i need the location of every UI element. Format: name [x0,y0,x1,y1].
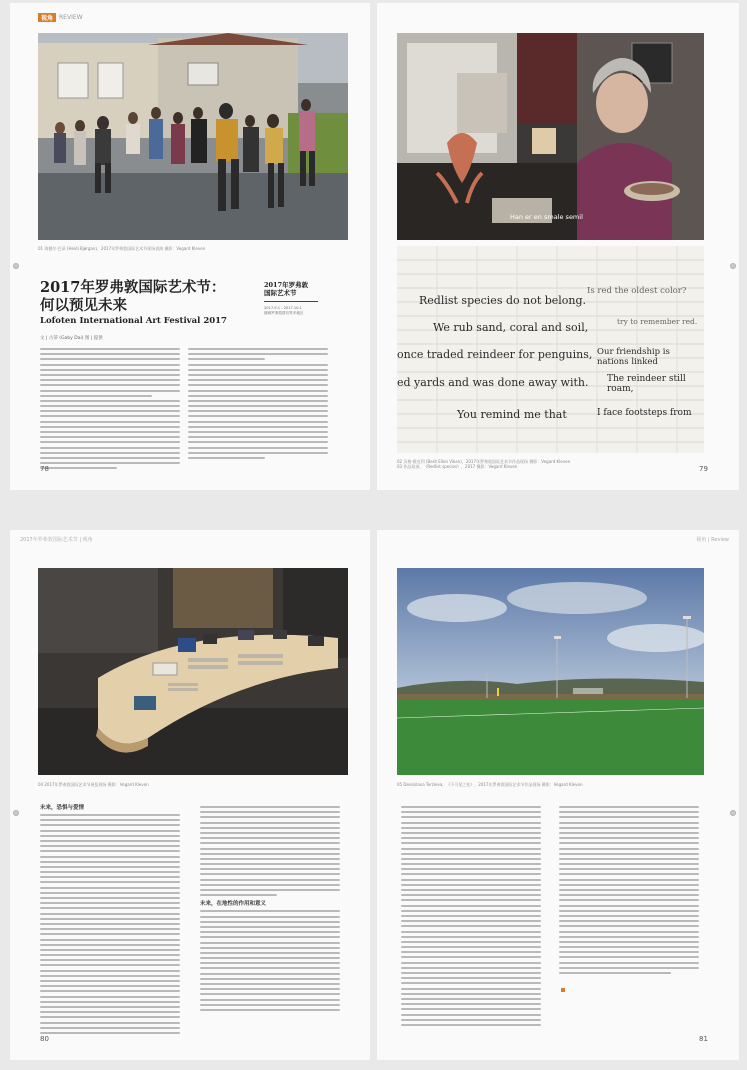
photo-caption: 01 海德尔·巴蒂 (Heidi Bjørgan)，2017年罗弗敦国际艺术节现场表演 摄影：Vegard Kleven [38,246,206,251]
wall-text-photo [397,246,704,453]
photo-caption: 04 2017年罗弗敦国际艺术节展览现场 摄影：Vegard Kleven [38,782,149,787]
page-79 [377,3,739,490]
wall-text-faint-3: Our friendship is nations linked [597,347,670,367]
byline: 文 | 古蒂 (Gaby Dai) 图 | 提供 [40,336,103,341]
section-title: 未来，在地性的作用和意义 [200,901,267,908]
section-title: 未来，恐惧与爱情 [40,805,85,811]
body-column-right [559,806,699,996]
video-still-photo [397,33,704,240]
divider [264,301,318,302]
wall-text-line-5: You remind me that [457,408,567,421]
wall-text-faint-5: I face footsteps from [597,408,692,418]
festival-dance-photo [38,33,348,240]
wall-text-line-2: We rub sand, coral and soil, [433,321,589,334]
wall-text-line-4: ed yards and was done away with. [397,376,589,389]
festival-info-title: 2017年罗弗敦 国际艺术节 [264,281,309,298]
article-title: 2017年罗弗敦国际艺术节： 何以预见未来 [40,279,226,315]
running-head: 视角 | Review [696,537,729,543]
exhibition-table-photo [38,568,348,775]
header-tag: 视角 [38,13,56,22]
page-number: 79 [699,465,708,473]
body-column-left [40,348,180,473]
page-header [38,13,83,22]
festival-info-box [264,281,318,316]
body-column-right [200,806,340,1014]
article-title-english: Lofoten International Art Festival 2017 [40,316,227,326]
page-80 [10,530,370,1060]
photo-caption: 02 贝格·维克利 (Berit Ellen Vikan)，2017年罗弗敦国际艺术节作品现场 摄影：Vegard Kleven 03 作品局部，《Redlist species》，2017 摄影：Vegard Kleven [397,459,571,470]
video-subtitle: Han er en smale semil [510,213,583,221]
binding-hole [730,810,736,816]
sports-field-photo [397,568,704,775]
page-81 [377,530,739,1060]
header-label: REVIEW [59,14,83,21]
body-column-right [188,348,328,462]
binding-hole [13,263,19,269]
body-column-left [401,806,541,1029]
photo-caption: 05 Dessislava Terzieva，《不可见之处》，2017年罗弗敦国际艺术节作品现场 摄影：Vegard Kleven [397,782,583,787]
article-end-mark [561,988,565,992]
binding-hole [730,263,736,269]
body-column-left [40,800,180,1037]
wall-text-line-3: once traded reindeer for penguins, [397,348,593,361]
wall-text-faint-2: try to remember red. [617,317,698,326]
page-number: 78 [40,465,49,473]
page-number: 80 [40,1035,49,1043]
running-head: 2017年罗弗敦国际艺术节 | 视角 [20,537,93,543]
page-number: 81 [699,1035,708,1043]
page-78 [10,3,370,490]
wall-text-faint-1: Is red the oldest color? [587,286,687,296]
festival-info-details: 2017.9.1 - 2017.10.1 挪威罗弗敦群岛等多地区 [264,305,304,316]
binding-hole [13,810,19,816]
wall-text-line-1: Redlist species do not belong. [419,294,587,307]
wall-text-faint-4: The reindeer still roam, [607,374,686,394]
